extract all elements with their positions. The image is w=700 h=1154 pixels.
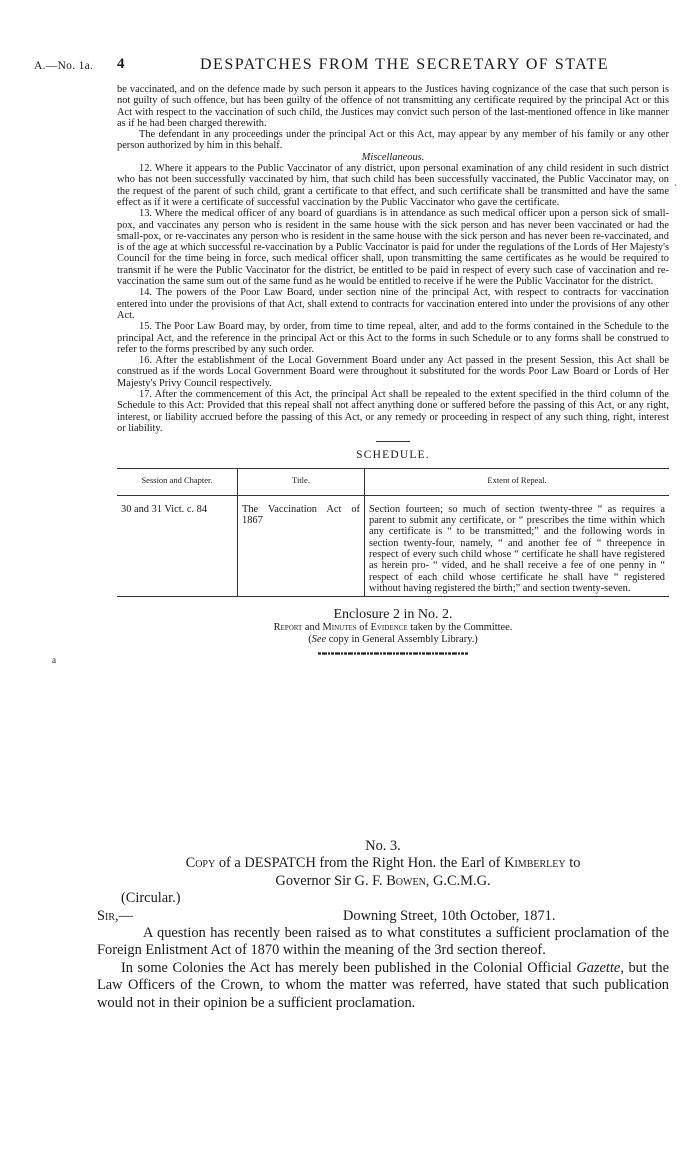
paragraph-defendant: The defendant in any proceedings under the principal Act or this Act, may appear by any member of his family or any other person authorized by him in this behalf. (117, 129, 669, 152)
ornamental-divider (318, 651, 468, 656)
section-12: 12. Where it appears to the Public Vaccinator of any district, upon personal examination of any child resident in such district who has not been successfully vaccinated by him, that such child has been successfully vaccinated, the Public Vaccinator may, on the request of the parent of such child, grant a certificate to that effect, and such certificate shall be transmitted and have the same effect as if it were a certificate of successful vaccination by the Public Vaccinator who gave the certificate. (117, 163, 669, 208)
column-header-session: Session and Chapter. (117, 468, 238, 495)
cell-extent: Section fourteen; so much of section twenty-three “ as requires a parent to submit any certificate, or “ prescribes the time within which any certificate is “ to be transmitted;” and the following words in section twenty-four, namely, “ and another fee of “ threepence in respect of every such child whose “ certificate he shall have registered as herein pro- “ vided, and he shall receive a fee of one penny in “ respect of each child whose certificate he shall have “ registered without having registered the birth;” and section twenty-seven. (365, 495, 670, 596)
section-13: 13. Where the medical officer of any board of guardians is in attendance as such medical officer upon a person sick of small-pox, and vaccinates any person who is resident in the same house with the sick person and has never been vaccinated or had the small-pox, or re-vaccinates any person who is resident in the same house with the sick person and has never been re-vaccinated, and is of the age at which successful re-vaccination by a Public Vaccinator is paid for under the regulations of the Lords of Her Majesty's Council for the time being in force, such medical officer shall, upon transmitting the same certificates as he would be required to transmit if he were the Public Vaccinator for the district, be entitled to be paid in respect of every such case of vaccination and re-vaccination the same sum out of the same fund as he would be entitled to receive if he were the Public Vaccinator for the district. (117, 208, 669, 288)
section-16: 16. After the establishment of the Local Government Board under any Act passed in the present Session, this Act shall be construed as if the words Local Government Board were throughout it substituted for the words Poor Law Board or Lords of Her Majesty's Privy Council respectively. (117, 355, 669, 389)
table-row (117, 495, 669, 596)
column-header-title: Title. (238, 468, 365, 495)
section-15: 15. The Poor Law Board may, by order, from time to time repeal, alter, and add to the forms contained in the Schedule to the principal Act, and the reference in the principal Act or this Act to the forms in such Schedule or to any forms shall be construed to refer to the forms prescribed by any such order. (117, 321, 669, 355)
divider-rule (376, 441, 410, 442)
heading-miscellaneous: Miscellaneous. (361, 151, 425, 163)
section-17: 17. After the commencement of this Act, the principal Act shall be repealed to the extent specified in the third column of the Schedule to this Act: Provided that this repeal shall not affect anything done or suffered before the passing of this Act, or any right, interest, or liability accrued before the passing of this Act, or any remedy or proceeding in respect of any such thing, right, interest or liability. (117, 389, 669, 434)
place-and-date: Downing Street, 10th October, 1871. (343, 907, 556, 924)
salutation: Sir,— (97, 907, 133, 924)
enclosure-title: Enclosure 2 in No. 2. (333, 607, 453, 623)
enclosure-block (117, 607, 669, 659)
cell-title: The Vaccination Act of 1867 (238, 495, 365, 596)
act-text (117, 84, 669, 659)
paragraph-continued: be vaccinated, and on the defence made by such person it appears to the Justices having cognizance of the case that such person is not guilty of such offence, but has been guilty of the offence of not transmitting any certificate required by the principal Act or this Act with respect to the vaccination of such child, the Justices may convict such person of the last-mentioned offence in like manner as if he had been charged therewith. (117, 84, 669, 129)
margin-mark: a (52, 655, 56, 665)
schedule-header-row (117, 468, 669, 495)
column-header-extent: Extent of Repeal. (365, 468, 670, 495)
schedule-title: SCHEDULE. (356, 449, 430, 462)
schedule-table (117, 468, 669, 598)
enclosure-line-2: (See copy in General Assembly Library.) (308, 634, 478, 646)
cell-session: 30 and 31 Vict. c. 84 (117, 495, 238, 596)
salutation-line (97, 908, 669, 925)
section-14: 14. The powers of the Poor Law Board, under section nine of the principal Act, with respect to contracts for vaccination entered into under the provisions of that Act, shall extend to contracts for vaccination entered into under the provisions of any other Act. (117, 287, 669, 321)
despatch-paragraph-2: In some Colonies the Act has merely been published in the Colonial Official Gazette, but the Law Officers of the Crown, to whom the matter was referred, have stated that such publication would not in their opinion be a sufficient proclamation. (97, 959, 669, 1011)
page-header (0, 56, 700, 80)
circular-label: (Circular.) (121, 890, 181, 907)
despatch-number: No. 3. (365, 838, 401, 854)
margin-tick-mark: ˎ (674, 176, 677, 186)
despatch-recipient: Governor Sir G. F. Bowen, G.C.M.G. (275, 872, 491, 889)
running-title: DESPATCHES FROM THE SECRETARY OF STATE (200, 56, 610, 73)
despatch-paragraph-1: A question has recently been raised as to what constitutes a sufficient proclamation of the Foreign Enlistment Act of 1870 within the meaning of the 3rd section thereof. (97, 925, 669, 959)
enclosure-line-1: Report and Minutes of Evidence taken by the Committee. (273, 622, 513, 634)
page-number: 4 (117, 56, 125, 72)
despatch-section (97, 838, 669, 1012)
despatch-heading: Copy of a DESPATCH from the Right Hon. the Earl of Kimberley to (185, 855, 581, 872)
document-reference: A.—No. 1a. (34, 60, 94, 72)
